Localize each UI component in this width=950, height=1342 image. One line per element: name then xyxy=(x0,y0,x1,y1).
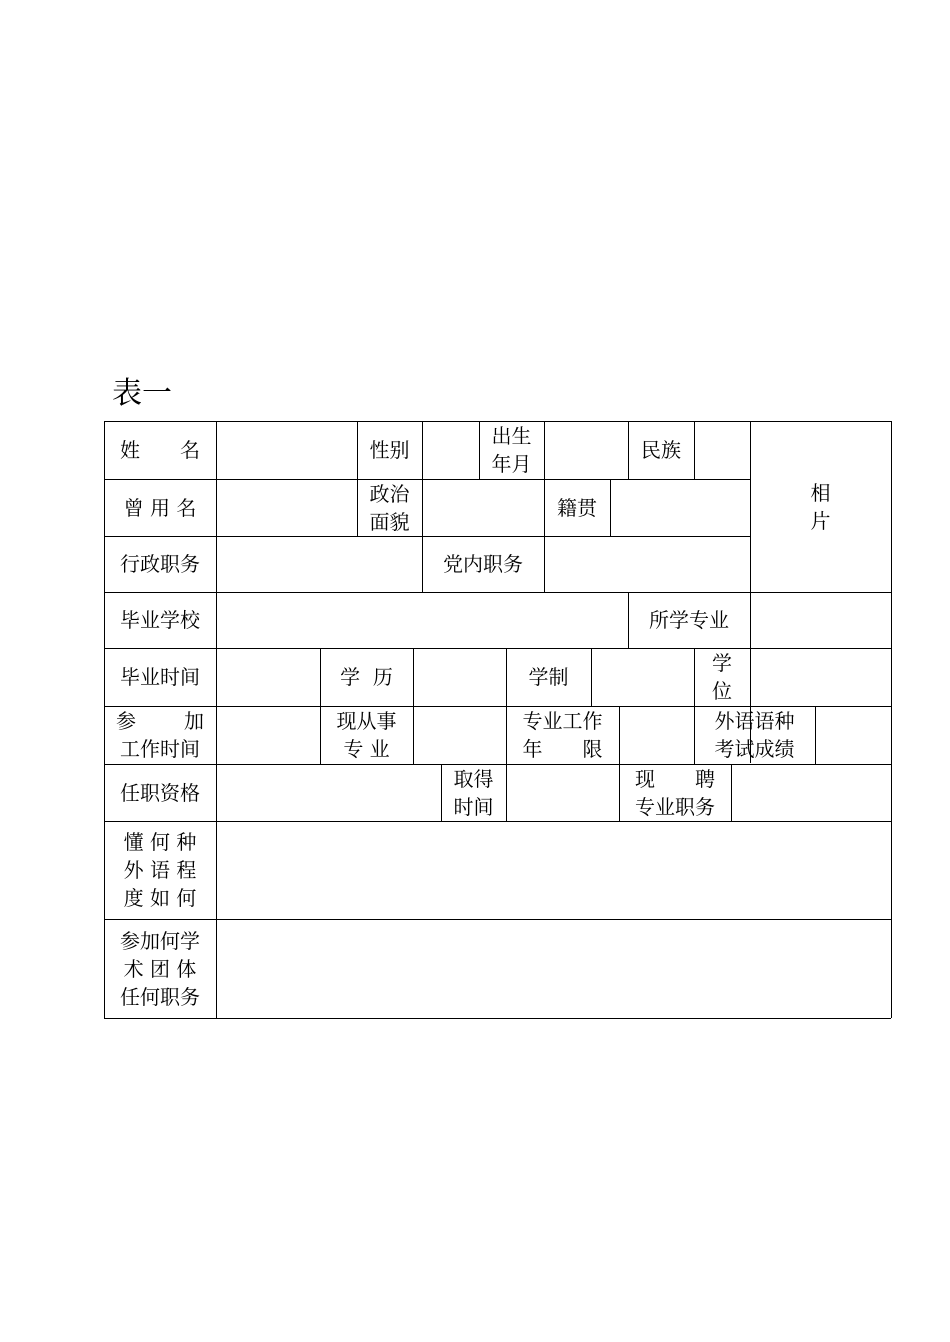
political-status-field[interactable] xyxy=(423,480,544,536)
label-admin-position: 行政职务 xyxy=(120,552,200,576)
label-work-start-line1: 参 加 xyxy=(116,709,204,733)
admin-position-field[interactable] xyxy=(217,537,422,592)
label-current-major: 现从事 专 业 xyxy=(336,709,397,761)
label-current-title: 现 聘 专业职务 xyxy=(635,766,715,819)
obtained-time-field[interactable] xyxy=(507,765,619,821)
qualification-field[interactable] xyxy=(217,765,441,821)
label-degree: 学 位 xyxy=(712,651,732,703)
label-political-status: 政治 面貌 xyxy=(369,481,410,534)
label-work-start-time xyxy=(104,706,216,764)
label-gender: 性别 xyxy=(369,438,410,462)
foreign-language-exam-field[interactable] xyxy=(816,707,891,764)
label-education: 学 历 xyxy=(340,665,393,689)
label-foreign-language-exam: 外语语种 考试成绩 xyxy=(714,709,795,761)
label-former-name: 曾 用 名 xyxy=(123,495,197,520)
current-major-field[interactable] xyxy=(414,707,506,764)
photo-box: 相 片 xyxy=(810,480,831,533)
label-languages: 懂 何 种 外 语 程 度 如 何 xyxy=(123,830,197,910)
ethnicity-field[interactable] xyxy=(695,422,750,479)
major-studied-field[interactable] xyxy=(751,593,891,648)
label-name: 姓 名 xyxy=(120,438,200,462)
birth-date-field[interactable] xyxy=(545,422,628,479)
label-years-in-major: 专业工作 年 限 xyxy=(522,709,603,761)
label-obtained-time: 取得 时间 xyxy=(453,766,494,819)
schooling-system-field[interactable] xyxy=(592,649,694,706)
years-in-major-field[interactable] xyxy=(620,707,694,764)
label-schooling-system: 学制 xyxy=(528,665,569,689)
label-party-position: 党内职务 xyxy=(443,552,523,576)
label-academic-groups: 参加何学 术 团 体 任何职务 xyxy=(120,928,200,1009)
label-native-place: 籍贯 xyxy=(557,495,597,520)
education-field[interactable] xyxy=(414,649,506,706)
form-title: 表一 xyxy=(112,376,172,411)
label-graduate-school: 毕业学校 xyxy=(120,608,200,632)
name-field[interactable] xyxy=(217,422,357,479)
gender-field[interactable] xyxy=(423,422,479,479)
label-ethnicity: 民族 xyxy=(641,438,681,462)
party-position-field[interactable] xyxy=(545,537,750,592)
graduation-time-field[interactable] xyxy=(217,649,320,706)
label-qualification: 任职资格 xyxy=(120,780,200,805)
label-graduation-time: 毕业时间 xyxy=(120,665,200,689)
graduate-school-field[interactable] xyxy=(217,593,628,648)
work-start-time-field[interactable] xyxy=(217,707,320,764)
degree-field[interactable] xyxy=(751,649,891,706)
current-title-field[interactable] xyxy=(732,765,891,821)
label-major-studied: 所学专业 xyxy=(649,608,729,632)
academic-groups-field[interactable] xyxy=(217,920,891,1018)
label-birth-date: 出生 年月 xyxy=(491,424,532,476)
label-work-start-line2: 工作时间 xyxy=(120,737,200,761)
languages-field[interactable] xyxy=(217,822,891,919)
native-place-field[interactable] xyxy=(611,480,750,536)
former-name-field[interactable] xyxy=(217,480,357,536)
